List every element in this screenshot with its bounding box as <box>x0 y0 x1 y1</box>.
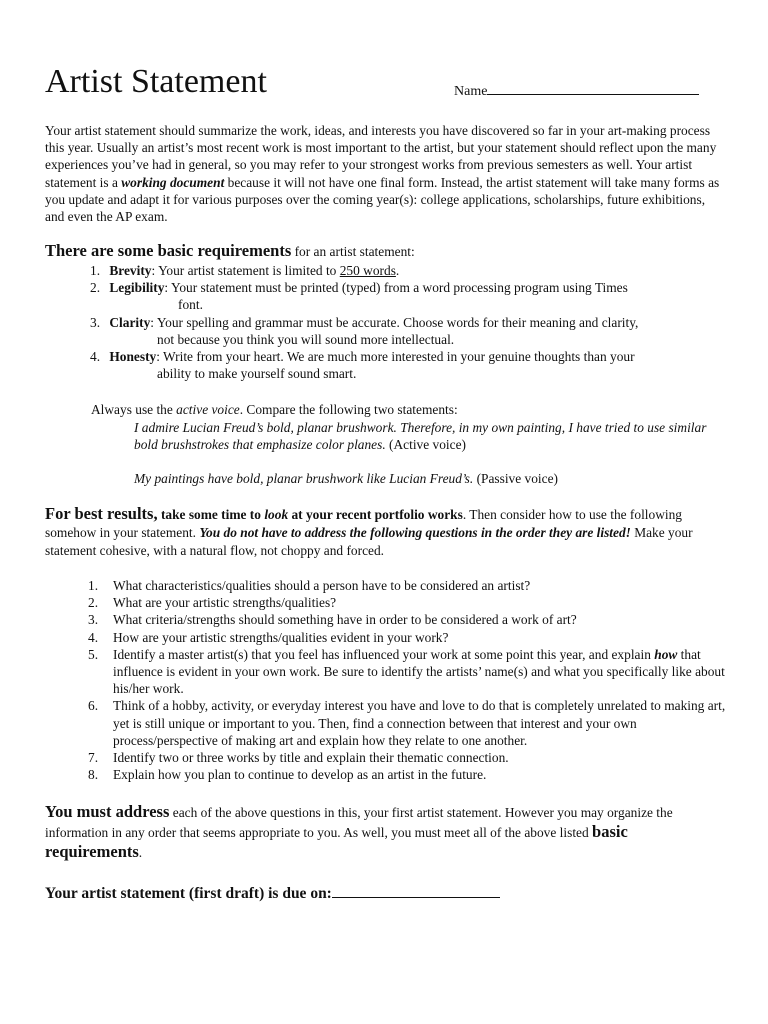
list-item: 1. What characteristics/qualities should a person have to be considered an artist? <box>88 578 531 593</box>
passive-voice-example: My paintings have bold, planar brushwork like Lucian Freud’s. (Passive voice) <box>134 471 559 486</box>
name-field <box>454 80 699 101</box>
list-item: 4. How are your artistic strengths/qualities evident in your work? <box>88 629 449 645</box>
list-item: 2. What are your artistic strengths/qualities? <box>88 595 337 611</box>
list-item: 6. Think of a hobby, activity, or everyday interest you have and love to do that is completely unrelated to making art, yet is still unique or important to you. Then, find a connection between that interest and your own process/perspective of making art and explain how they relate to one another. <box>88 698 726 748</box>
list-item: 2. Legibility: Your statement must be printed (typed) from a word processing program using Times font. <box>90 280 628 313</box>
active-voice-line: Always use the active voice. Compare the following two statements: <box>91 402 458 417</box>
questions-list <box>88 577 728 783</box>
intro-paragraph: Your artist statement should summarize the work, ideas, and interests you have discovered so far in your art-making process this year. Usually an artist’s most recent work is most important to the artist, but your statement should reflect upon the many experiences you’ve had in general, so you may refer to your strongest works from previous semesters as well. Your artist statement is a working document because it will not have one final form. Instead, the artist statement will take many forms as you update and adapt it for various purposes over the coming year(s): college applications, scholarships, future exhibitions, and even the AP exam. <box>45 123 720 225</box>
must-address-paragraph: You must address each of the above questions in this, your first artist statement. However you may organize the information in any order that seems appropriate to you. As well, you must meet all of the above listed basic requirements. <box>45 802 673 861</box>
due-date-blank <box>332 882 500 898</box>
best-results-paragraph: For best results, take some time to look at your recent portfolio works. Then consider how to use the following somehow in your statement. You do not have to address the following questions in the order they are listed! Make your statement cohesive, with a natural flow, not choppy and forced. <box>45 504 693 559</box>
list-item: 8. Explain how you plan to continue to develop as an artist in the future. <box>88 767 487 783</box>
requirements-list <box>90 262 720 382</box>
list-item: 3. What criteria/strengths should something have in order to be considered a work of art? <box>88 612 577 628</box>
list-item: 3. Clarity: Your spelling and grammar must be accurate. Choose words for their meaning and clarity, not because you think you will sound more intellectual. <box>90 314 639 347</box>
name-label: Name <box>454 84 488 99</box>
due-date-line: Your artist statement (first draft) is due on: <box>45 882 500 904</box>
requirements-heading: There are some basic requirements for an artist statement: <box>45 241 415 260</box>
title-row <box>45 62 725 110</box>
active-voice-example: I admire Lucian Freud’s bold, planar brushwork. Therefore, in my own painting, I have tried to use similar bold brushstrokes that emphasize color planes. (Active voice) <box>134 420 707 453</box>
page-title: Artist Statement <box>45 63 267 100</box>
list-item: 5. Identify a master artist(s) that you feel has influenced your work at some point this year, and explain how that influence is evident in your own work. Be sure to identify the artists’ name(s) and what you specifically like about his/her work. <box>88 646 725 697</box>
list-item: 4. Honesty: Write from your heart. We are much more interested in your genuine thoughts than your ability to make yourself sound smart. <box>90 349 635 382</box>
list-item: 1. Brevity: Your artist statement is limited to 250 words. <box>90 263 400 278</box>
list-item: 7. Identify two or three works by title and explain their thematic connection. <box>88 750 509 766</box>
name-blank-line <box>487 80 699 95</box>
working-document-emphasis: working document <box>121 174 225 190</box>
